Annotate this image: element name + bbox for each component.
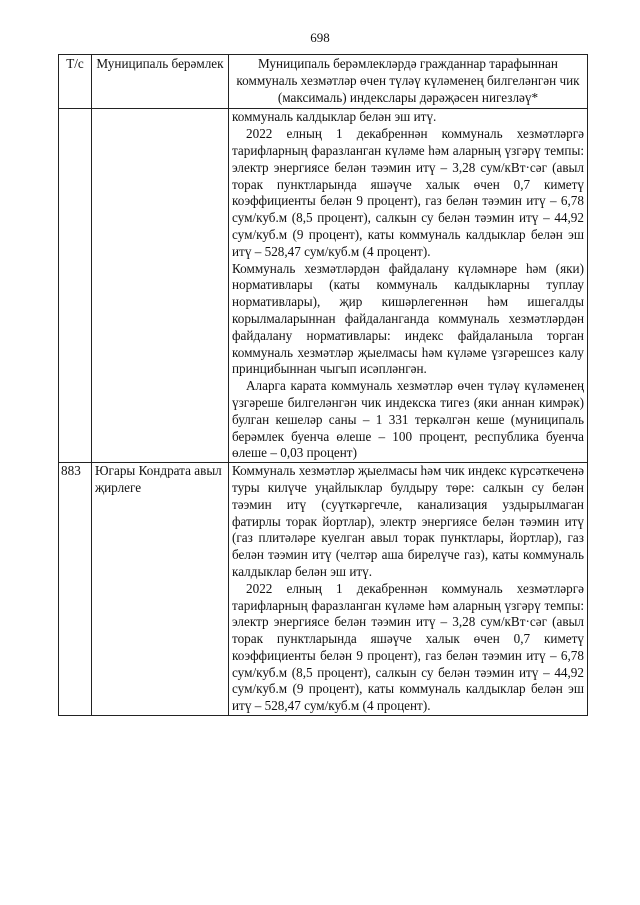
table-header-row (59, 55, 588, 109)
table-row (59, 463, 588, 716)
paragraph: Коммуналь хезмәтләрдән файдалану күләмнәре һәм (яки) нормативлары (каты коммуналь калдыкларны туплау нормативлары), җир кишәрлегеннән һәм ишегалды корылмаларыннан файдаланганда коммуналь хезмәтләрдән файдалану нормативлары: индекс файдаланыла торган коммуналь хезмәтләр җыелмасы һәм күләме үзгәрешсез калу принцибыннан чыгып исәпләнгән. (232, 260, 584, 377)
row-description (229, 109, 588, 463)
row-number (59, 109, 92, 463)
paragraph: коммуналь калдыклар белән эш итү. (232, 109, 437, 125)
paragraph: Коммуналь хезмәтләр җыелмасы һәм чик индекс күрсәткеченә туры килүче уңайлыклар булдыру төре: салкын су белән тәэмин итү (суүткәргечле, канализация уздырылмаган фатирлы торак йортлар), электр энергиясе белән тәэмин итү (газ плитәләре куелган авыл торак пунктлары, йортлар), газ белән тәэмин итү (челтәр аша бирелүче газ), каты коммуналь калдыклар белән эш итү. (232, 463, 584, 579)
header-num: Т/с (59, 55, 92, 109)
table-row (59, 109, 588, 463)
municipal-index-table (58, 54, 588, 716)
paragraph: Аларга карата коммуналь хезмәтләр өчен түләү күләменең үзгәреше билгеләнгән чик индекска тигез (яки аннан кимрәк) булган кешеләр саны – 1 331 теркәлгән кеше (муниципаль берәмлек буенча өлеше – 100 процент, республика буенча өлеше – 0,03 процент) (232, 378, 584, 461)
header-municipality: Муниципаль берәмлек (92, 55, 229, 109)
page-number: 698 (310, 30, 330, 45)
row-number: 883 (59, 463, 92, 716)
paragraph: 2022 елның 1 декабреннән коммуналь хезмәтләргә тарифларның фаразланган күләме һәм аларның үзгәрү темпы: электр энергиясе белән тәэмин итү – 3,28 сум/кВт·сәг (авыл торак пунктларында яшәүче халык өчен 0,7 киметү коэффициенты белән 9 процент), газ белән тәэмин итү – 6,78 сум/куб.м (8,5 процент), салкын су белән тәэмин итү – 44,92 сум/куб.м (9 процент), каты коммуналь калдыклар белән эш итү – 528,47 сум/куб.м (4 процент). (232, 580, 584, 714)
header-description: Муниципаль берәмлекләрдә гражданнар тарафыннан коммуналь хезмәтләр өчен түләү күләменең билгеләнгән чик (максималь) индекслары дәрәҗәсен нигезләү* (229, 55, 588, 109)
row-municipality (92, 109, 229, 463)
row-municipality: Югары Кондрата авыл җирлеге (92, 463, 229, 716)
row-description (229, 463, 588, 716)
paragraph: 2022 елның 1 декабреннән коммуналь хезмәтләргә тарифларның фаразланган күләме һәм аларның үзгәрү темпы: электр энергиясе белән тәэмин итү – 3,28 сум/кВт·сәг (авыл торак пунктларында яшәүче халык өчен 0,7 киметү коэффициенты белән 9 процент), газ белән тәэмин итү – 6,78 сум/куб.м (8,5 процент), салкын су белән тәэмин итү – 44,92 сум/куб.м (9 процент), каты коммуналь калдыклар белән эш итү – 528,47 сум/куб.м (4 процент). (232, 126, 584, 259)
